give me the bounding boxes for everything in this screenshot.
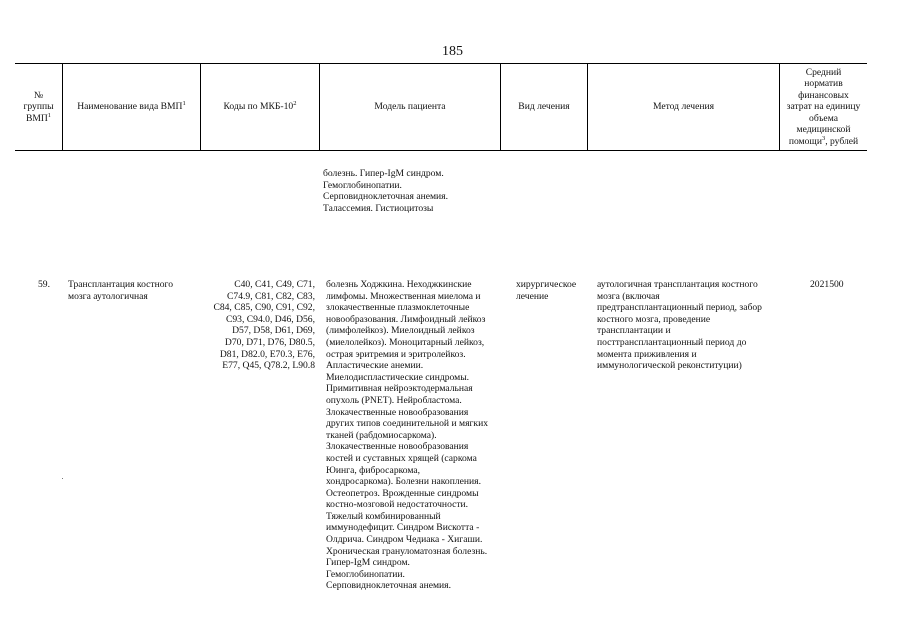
row-treatment-method: аутологичная трансплантация костного мозга (включая предтрансплантационный период, забор костного мозга, проведение трансплантации и посттрансплантационный период до момента приживления и иммунологической реконституции) (597, 279, 762, 372)
row-number: 59. (38, 279, 50, 290)
header-treatment-type (501, 64, 587, 150)
header-group-number (15, 64, 62, 150)
header-bottom-border (15, 150, 867, 151)
header-treatment-method-label: Метод лечения (652, 101, 715, 113)
header-group-number-label: № группы ВМП (23, 89, 54, 124)
header-patient-model-label: Модель пациента (374, 101, 446, 113)
page-number: 185 (442, 44, 463, 59)
header-cost-norm-label: Средний норматив финансовых затрат на единицу объема медицинской помощи (786, 67, 861, 147)
row-cost: 2021500 (810, 279, 844, 290)
footnote-marker: 3 (821, 134, 826, 142)
footnote-marker: 2 (293, 100, 297, 108)
header-icd-codes (201, 64, 319, 150)
header-treatment-type-label: Вид лечения (518, 101, 570, 113)
row-vmp-name: Трансплантация костного мозга аутологичная (68, 279, 173, 302)
header-patient-model (320, 64, 500, 150)
scan-speck (62, 478, 63, 479)
row-icd-codes: C40, C41, C49, C71, C74.9, C81, C82, C83, C84, C85, C90, C91, C92, C93, C94.0, D46, D56, D57, D58, D61, D69, D70, D71, D76, D80.5, D81, D82.0, E70.3, E76, E77, Q45, Q78.2, L90.8 (213, 279, 315, 372)
header-icd-codes-label: Коды по МКБ-10 (223, 101, 294, 113)
footnote-marker: 1 (182, 100, 186, 108)
header-cost-norm (780, 64, 867, 150)
continuation-patient-model: болезнь. Гипер-IgM синдром. Гемоглобинопатии. Серповидноклеточная анемия. Талассемия. Гистиоцитозы (323, 168, 448, 214)
header-cost-norm-tail: , рублей (825, 135, 859, 147)
header-vmp-name (63, 64, 200, 150)
row-treatment-type: хирургическое лечение (516, 279, 577, 302)
footnote-marker: 1 (47, 111, 52, 119)
header-treatment-method (588, 64, 779, 150)
row-patient-model: болезнь Ходжкина. Неходжкинские лимфомы. Множественная миелома и злокачественные плазмоклеточные новообразования. Лимфоидный лейкоз (лимфолейкоз). Миелоидный лейкоз (миелолейкоз). Моноцитарный лейкоз, острая эритремия и эритролейкоз. Апластические анемии. Миелодиспластические синдромы. Примитивная нейроэктодермальная опухоль (PNET). Нейробластома. Злокачественные новообразования других типов соединительной и мягких тканей (рабдомиосаркома). Злокачественные новообразования костей и суставных хрящей (саркома Юинга, фибросаркома, хондросаркома). Болезни накопления. Остеопетроз. Врожденные синдромы костно-мозговой недостаточности. Тяжелый комбинированный иммунодефицит. Синдром Вискотта - Олдрича. Синдром Чедиака - Хигаши. Хроническая грануломатозная болезнь. Гипер-IgM синдром. Гемоглобинопатии. Серповидноклеточная анемия. (326, 279, 489, 592)
header-vmp-name-label: Наименование вида ВМП (77, 101, 183, 113)
